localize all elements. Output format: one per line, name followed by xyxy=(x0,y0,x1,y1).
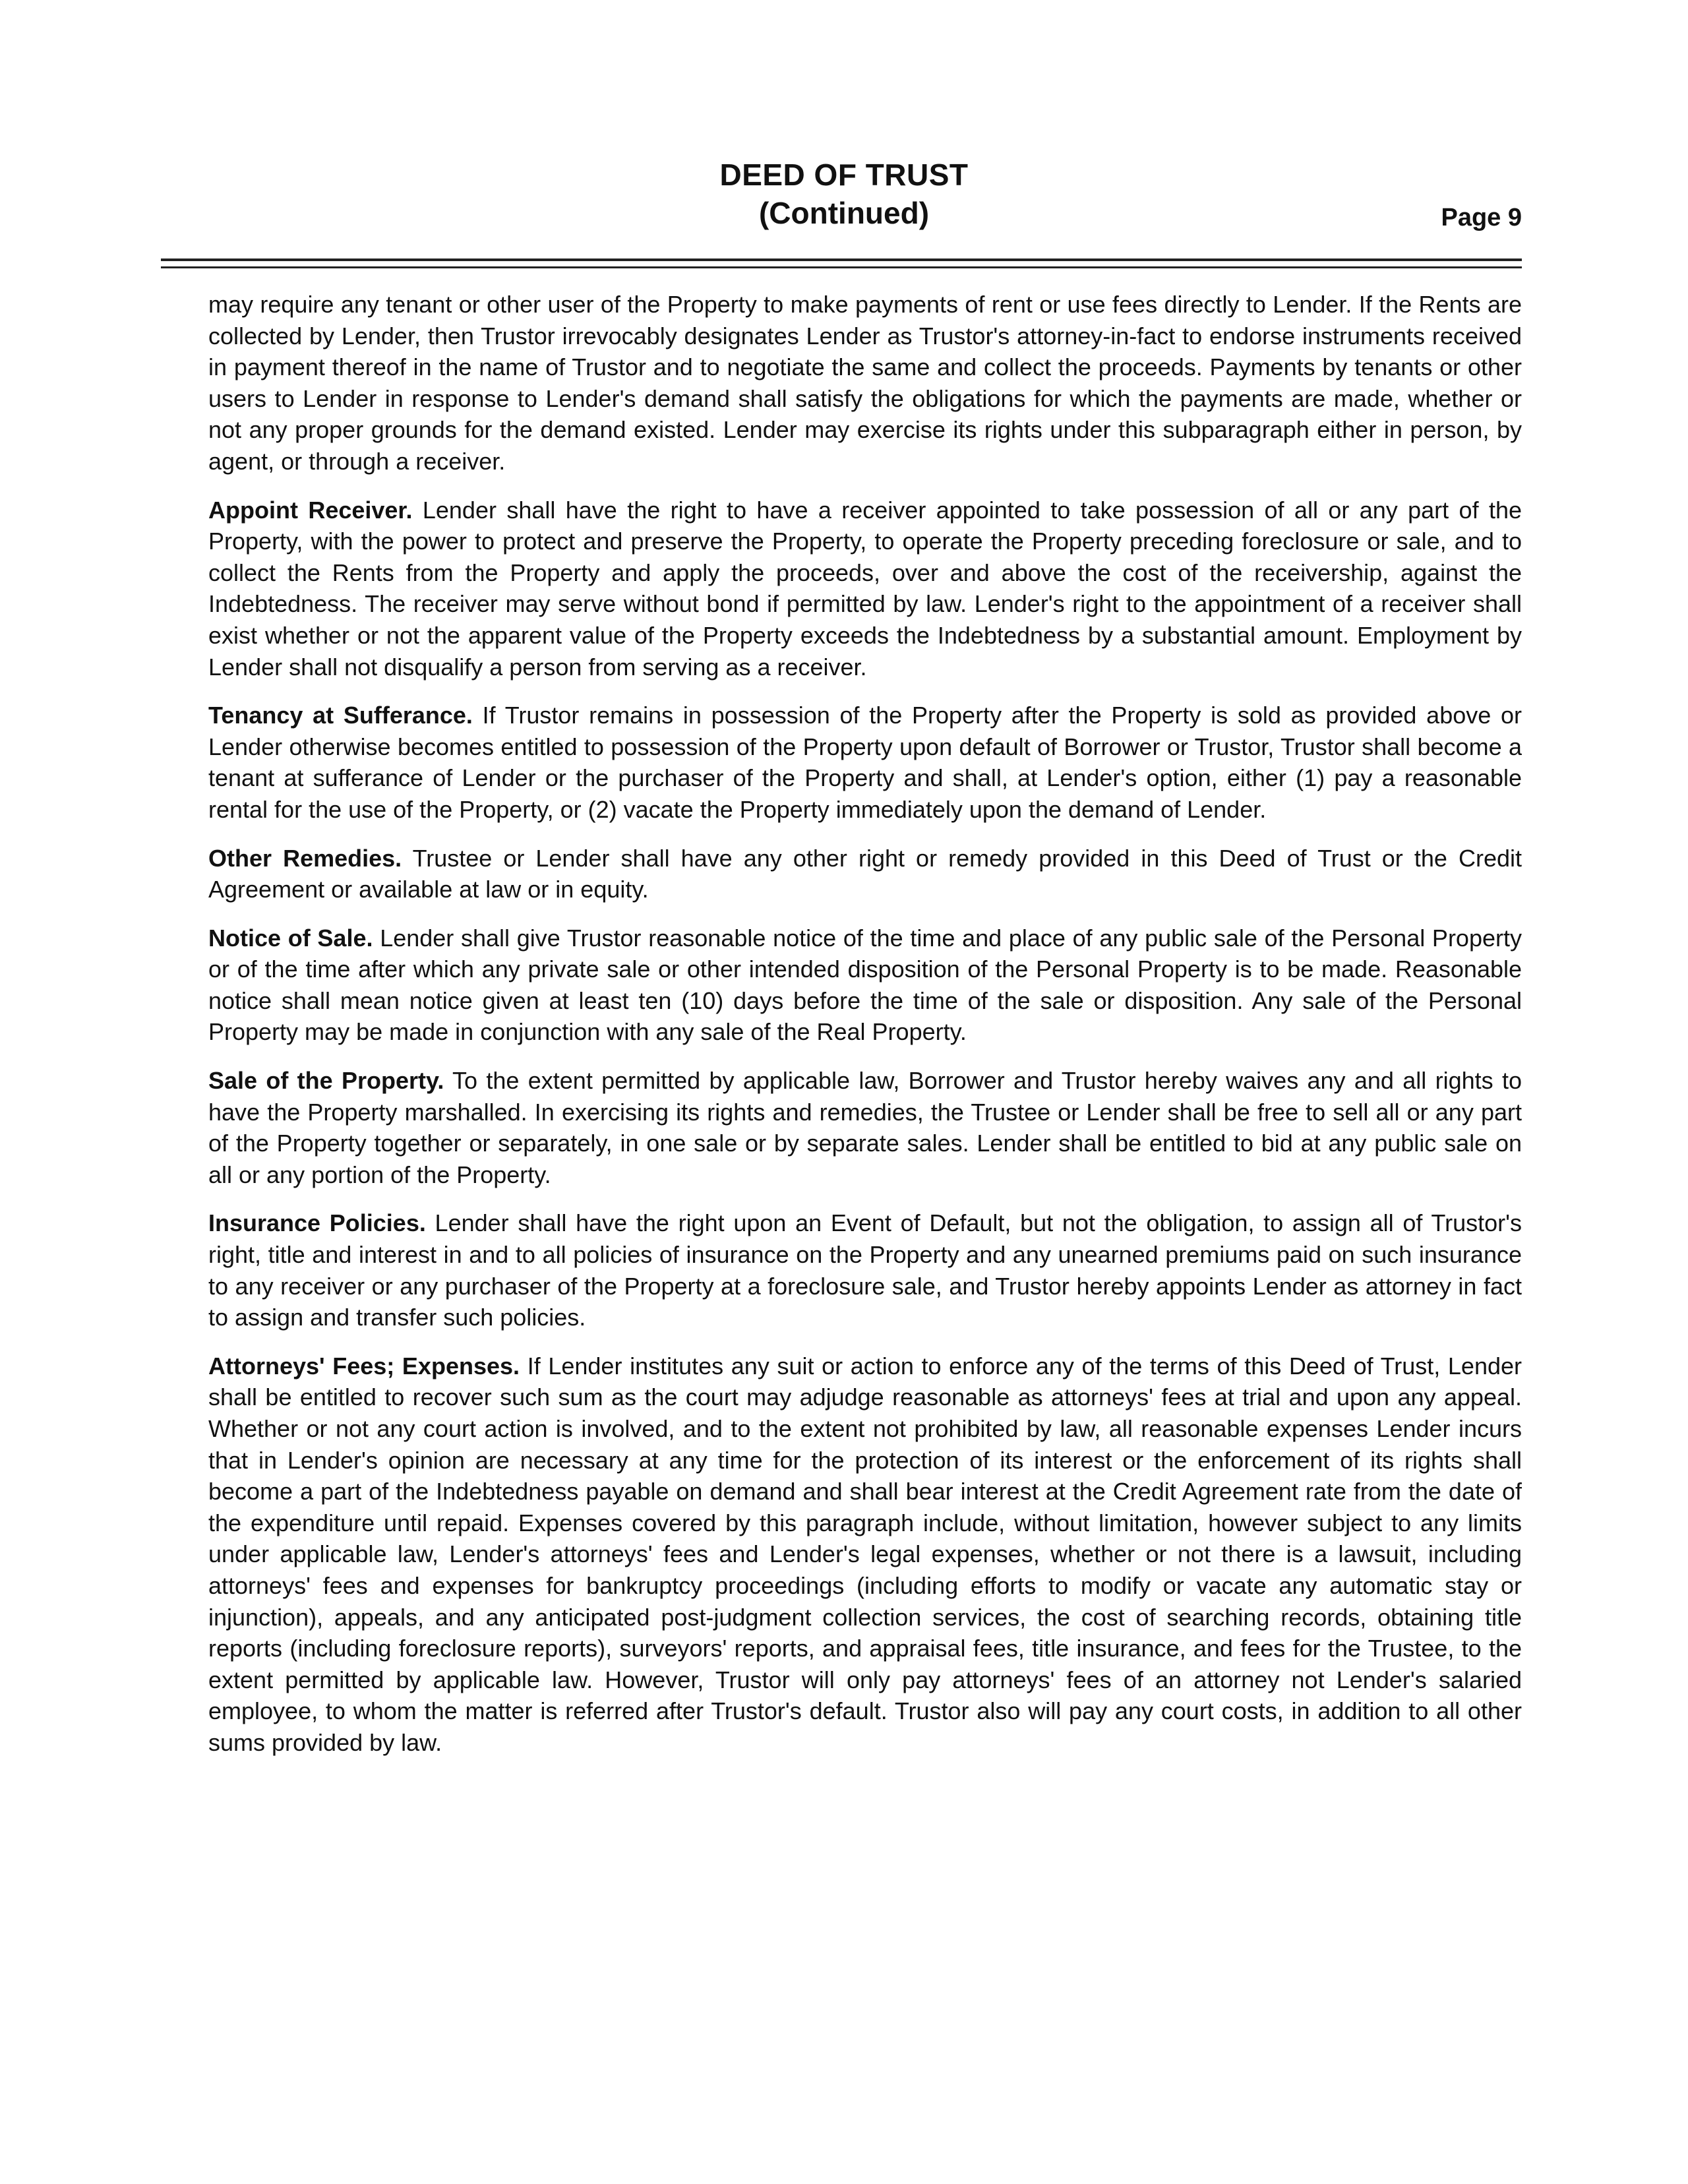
paragraph-heading: Notice of Sale. xyxy=(208,924,373,952)
paragraph-text: Lender shall have the right upon an Event of Default, but not the obligation, to assign all of Trustor's right, title and interest in and to all policies of insurance on the Property and any unearned premiums paid on such insurance to any receiver or any purchaser of the Property at a foreclosure sale, and Trustor hereby appoints Lender as attorney in fact to assign and transfer such policies. xyxy=(208,1209,1522,1331)
paragraph-notice-of-sale xyxy=(208,923,1522,1048)
document-body xyxy=(208,289,1522,1776)
paragraph-text: Lender shall have the right to have a receiver appointed to take possession of all or any part of the Property, with the power to protect and preserve the Property, to operate the Property preceding foreclosure or sale, and to collect the Rents from the Property and apply the proceeds, over and above the cost of the receivership, against the Indebtedness. The receiver may serve without bond if permitted by law. Lender's right to the appointment of a receiver shall exist whether or not the apparent value of the Property exceeds the Indebtedness by a substantial amount. Employment by Lender shall not disqualify a person from serving as a receiver. xyxy=(208,496,1522,681)
paragraph-text: If Lender institutes any suit or action to enforce any of the terms of this Deed of Trust, Lender shall be entitled to recover such sum as the court may adjudge reasonable as attorneys' fees at trial and upon any appeal. Whether or not any court action is involved, and to the extent not prohibited by law, all reasonable expenses Lender incurs that in Lender's opinion are necessary at any time for the protection of its interest or the enforcement of its rights shall become a part of the Indebtedness payable on demand and shall bear interest at the Credit Agreement rate from the date of the expenditure until repaid. Expenses covered by this paragraph include, without limitation, however subject to any limits under applicable law, Lender's attorneys' fees and Lender's legal expenses, whether or not there is a lawsuit, including attorneys' fees and expenses for bankruptcy proceedings (including efforts to modify or vacate any automatic stay or injunction), appeals, and any anticipated post-judgment collection services, the cost of searching records, obtaining title reports (including foreclosure reports), surveyors' reports, and appraisal fees, title insurance, and fees for the Trustee, to the extent permitted by applicable law. However, Trustor will only pay attorneys' fees of an attorney not Lender's salaried employee, to whom the matter is referred after Trustor's default. Trustor also will pay any court costs, in addition to all other sums provided by law. xyxy=(208,1352,1522,1756)
paragraph-text: Trustee or Lender shall have any other right or remedy provided in this Deed of Trust or the Credit Agreement or available at law or in equity. xyxy=(208,844,1522,903)
paragraph-text: Lender shall give Trustor reasonable notice of the time and place of any public sale of the Personal Property or of the time after which any private sale or other intended disposition of the Personal Property is to be made. Reasonable notice shall mean notice given at least ten (10) days before the time of the sale or disposition. Any sale of the Personal Property may be made in conjunction with any sale of the Real Property. xyxy=(208,924,1522,1046)
document-header xyxy=(0,156,1688,232)
paragraph-heading: Tenancy at Sufferance. xyxy=(208,702,473,729)
header-rule-bottom xyxy=(161,266,1522,268)
paragraph-tenancy-at-sufferance xyxy=(208,700,1522,825)
paragraph-heading: Attorneys' Fees; Expenses. xyxy=(208,1352,520,1380)
paragraph-text: may require any tenant or other user of the Property to make payments of rent or use fees directly to Lender. If the Rents are collected by Lender, then Trustor irrevocably designates Lender as Trustor's attorney-in-fact to endorse instruments received in payment thereof in the name of Trustor and to negotiate the same and collect the proceeds. Payments by tenants or other users to Lender in response to Lender's demand shall satisfy the obligations for which the payments are made, whether or not any proper grounds for the demand existed. Lender may exercise its rights under this subparagraph either in person, by agent, or through a receiver. xyxy=(208,291,1522,475)
paragraph-text: To the extent permitted by applicable law, Borrower and Trustor hereby waives any and all rights to have the Property marshalled. In exercising its rights and remedies, the Trustee or Lender shall be free to sell all or any part of the Property together or separately, in one sale or by separate sales. Lender shall be entitled to bid at any public sale on all or any portion of the Property. xyxy=(208,1067,1522,1188)
paragraph-text: If Trustor remains in possession of the Property after the Property is sold as provided above or Lender otherwise becomes entitled to possession of the Property upon default of Borrower or Trustor, Trustor shall become a tenant at sufferance of Lender or the purchaser of the Property and shall, at Lender's option, either (1) pay a reasonable rental for the use of the Property, or (2) vacate the Property immediately upon the demand of Lender. xyxy=(208,702,1522,823)
header-rule-top xyxy=(161,258,1522,261)
paragraph-attorneys-fees xyxy=(208,1350,1522,1759)
document-subtitle: (Continued) xyxy=(758,196,930,230)
paragraph-rents-continued xyxy=(208,289,1522,477)
page-number: Page 9 xyxy=(1441,204,1522,231)
paragraph-other-remedies xyxy=(208,843,1522,905)
paragraph-sale-of-property xyxy=(208,1065,1522,1190)
paragraph-heading: Sale of the Property. xyxy=(208,1067,444,1095)
paragraph-heading: Other Remedies. xyxy=(208,844,402,872)
paragraph-appoint-receiver xyxy=(208,495,1522,683)
document-title: DEED OF TRUST xyxy=(719,158,969,192)
paragraph-insurance-policies xyxy=(208,1207,1522,1333)
paragraph-heading: Insurance Policies. xyxy=(208,1209,426,1237)
paragraph-heading: Appoint Receiver. xyxy=(208,496,413,524)
